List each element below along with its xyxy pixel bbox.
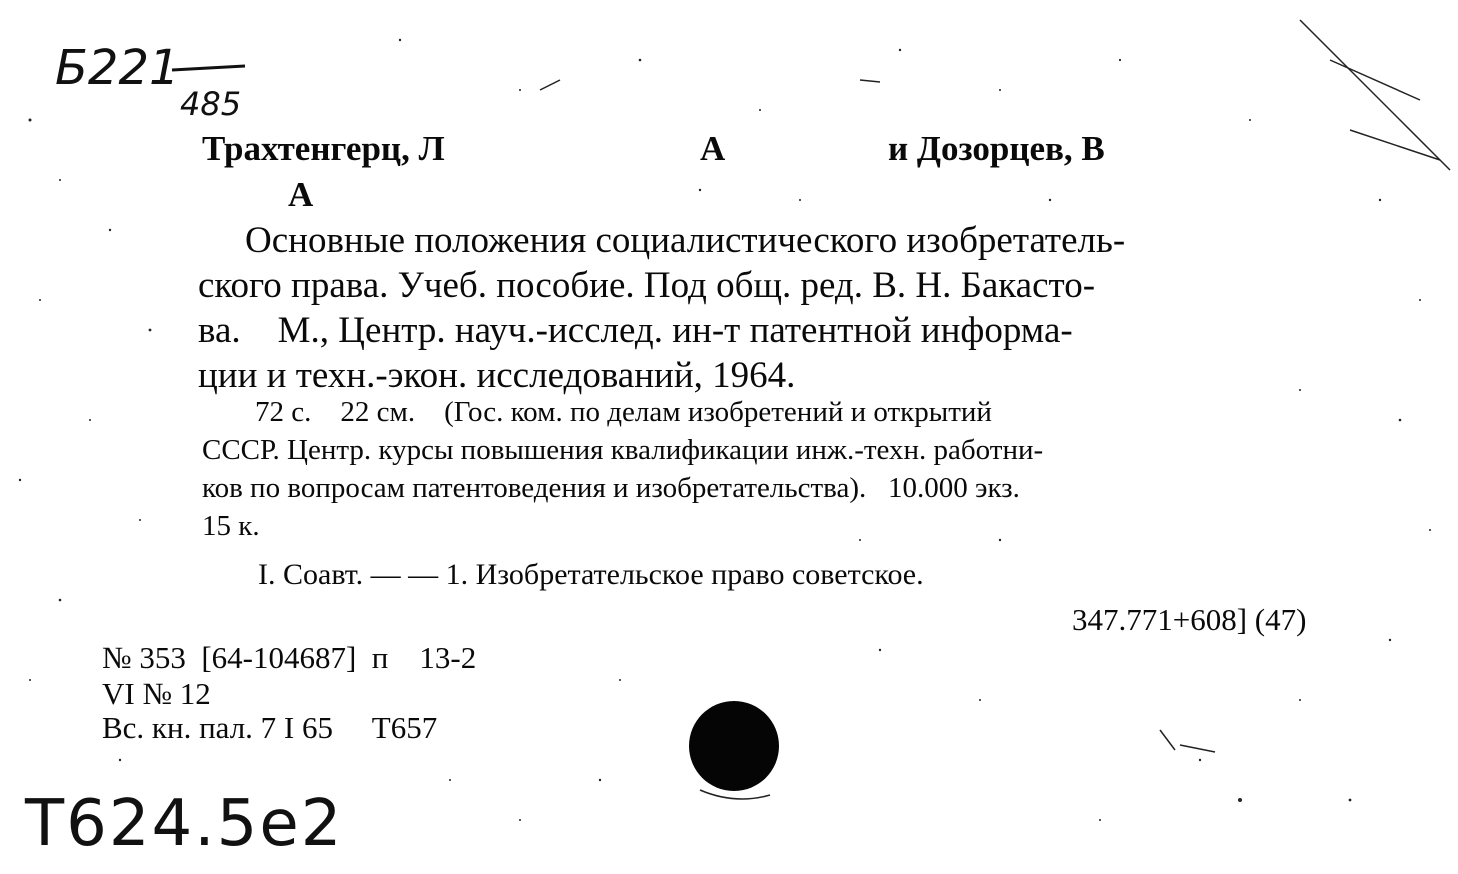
author-coauthor: и Дозорцев, В: [888, 129, 1105, 168]
registry-line-1: № 353 [64-104687] п 13-2: [102, 640, 477, 675]
classification-number: 347.771+608] (47): [1072, 602, 1307, 637]
shelf-mark-sub: 485: [180, 85, 242, 123]
author-primary-initial: А: [700, 129, 726, 168]
registry-line-3: Вс. кн. пал. 7 I 65 Т657: [102, 710, 438, 745]
shelf-mark-top: Б221: [55, 40, 180, 96]
author-coauthor-initial: А: [288, 175, 314, 214]
physical-line-2: СССР. Центр. курсы повышения квалификации инж.-техн. работни-: [202, 434, 1044, 466]
title-line-4: ции и техн.-экон. исследований, 1964.: [198, 355, 796, 396]
physical-line-4: 15 к.: [202, 510, 260, 542]
physical-line-1: 72 с. 22 см. (Гос. ком. по делам изобретений и открытий: [255, 396, 992, 428]
title-line-2: ского права. Учеб. пособие. Под общ. ред. В. Н. Бакасто-: [198, 265, 1096, 306]
title-line-3: ва. М., Центр. науч.-исслед. ин-т патентной информа-: [198, 310, 1073, 351]
tracings: I. Соавт. — — 1. Изобретательское право советское.: [258, 558, 924, 591]
author-primary: Трахтенгерц, Л: [202, 129, 445, 168]
punch-hole: [688, 700, 780, 792]
registry-line-2: VI № 12: [102, 676, 211, 711]
title-line-1: Основные положения социалистического изобретатель-: [245, 220, 1126, 261]
physical-line-3: ков по вопросам патентоведения и изобретательства). 10.000 экз.: [202, 472, 1020, 504]
shelf-mark-dash: [170, 58, 250, 78]
call-number-bottom: Т624.5е2: [25, 787, 344, 861]
